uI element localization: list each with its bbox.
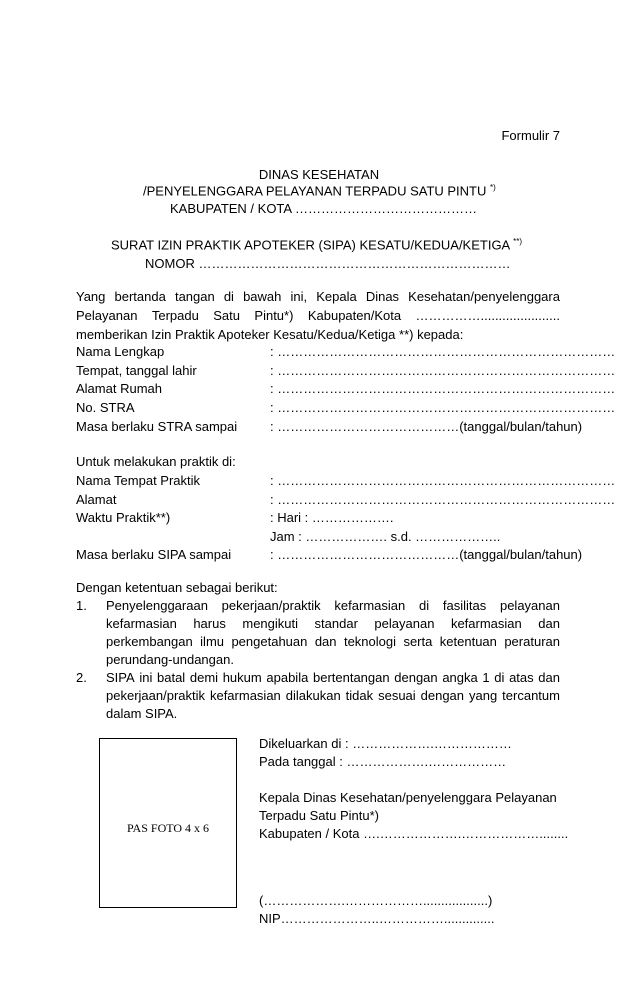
condition-word: dengan: [394, 670, 438, 685]
conditions-heading: Dengan ketentuan sebagai berikut:: [76, 580, 278, 595]
official-title-line-1: Kepala Dinas Kesehatan/penyelenggara Pelayanan: [259, 790, 557, 805]
condition-word: mengikuti: [242, 616, 299, 631]
intro-word: Dinas: [365, 289, 400, 304]
agency-alt-mark: *): [490, 183, 496, 192]
condition-word: perkembangan: [106, 634, 193, 649]
condition-word: bertentangan: [312, 670, 390, 685]
condition-word: SIPA: [106, 670, 135, 685]
condition-word: ilmu: [200, 634, 225, 649]
field-value: : ……………………………………(tanggal/bulan/tahun): [270, 547, 583, 562]
condition-word: di: [494, 670, 505, 685]
field-value: Jam : ………………. s.d. ………………..: [270, 529, 501, 544]
condition-word: dan: [538, 670, 560, 685]
condition-word: batal: [157, 670, 186, 685]
condition-word: demi: [189, 670, 219, 685]
condition-word: yang: [469, 688, 498, 703]
intro-word: Kepala: [316, 289, 357, 304]
agency-name: DINAS KESEHATAN: [258, 167, 380, 182]
field-value: : ……………………………………………………………………: [270, 344, 616, 359]
condition-word: pekerjaan/praktik: [221, 598, 321, 613]
condition-word: hukum: [222, 670, 262, 685]
condition-word: kefarmasian: [106, 616, 177, 631]
condition-1-line-2: [106, 616, 560, 631]
field-value: : ……………………………………………………………………: [270, 492, 616, 507]
condition-1-line-3: [106, 634, 560, 649]
condition-word: pekerjaan/praktik: [106, 688, 205, 703]
condition-word: pelayanan: [499, 598, 560, 613]
field-value: : ……………………………………………………………………: [270, 381, 616, 396]
condition-word: Penyelenggaraan: [106, 598, 208, 613]
document-title-text: SURAT IZIN PRAKTIK APOTEKER (SIPA) KESATU/KEDUA/KETIGA: [111, 237, 510, 253]
condition-word: tidak: [345, 688, 374, 703]
field-label: Waktu Praktik**): [76, 510, 171, 525]
condition-number: 2.: [76, 670, 87, 685]
field-label: No. STRA: [76, 400, 135, 415]
condition-word: standar: [314, 616, 358, 631]
field-value: : ……………………………………………………………………: [270, 400, 616, 415]
form-label: Formulir 7: [501, 128, 560, 143]
signatory-name: (……………….………………..................): [259, 893, 493, 908]
practice-intro: Untuk melakukan praktik di:: [76, 454, 236, 469]
condition-2-line-1: [106, 670, 560, 685]
condition-word: 1: [482, 670, 490, 685]
field-label: Alamat: [76, 492, 117, 507]
condition-word: atas: [509, 670, 534, 685]
intro-line-1: [76, 289, 560, 304]
field-label: Nama Tempat Praktik: [76, 473, 201, 488]
field-value: : ……………………………………(tanggal/bulan/tahun): [270, 419, 583, 434]
condition-word: pelayanan: [374, 616, 435, 631]
field-label: Tempat, tanggal lahir: [76, 363, 197, 378]
condition-number: 1.: [76, 598, 87, 613]
intro-word: Terpadu: [151, 308, 199, 323]
document-number: NOMOR ………………………………………………………………: [145, 256, 511, 271]
field-value: : ……………………………………………………………………: [270, 363, 616, 378]
intro-word: Kesehatan/penyelenggara: [408, 289, 560, 304]
intro-word: ini,: [290, 289, 308, 304]
condition-word: di: [418, 598, 430, 613]
field-label: Nama Lengkap: [76, 344, 165, 359]
field-label: Masa berlaku STRA sampai: [76, 419, 238, 434]
intro-word: Pintu*): [254, 308, 294, 323]
condition-word: kefarmasian: [334, 598, 406, 613]
condition-word: ketentuan: [439, 634, 497, 649]
region-line: KABUPATEN / KOTA ……………………………………: [170, 201, 477, 216]
condition-2-line-3: dalam SIPA.: [106, 706, 178, 721]
field-label: Masa berlaku SIPA sampai: [76, 547, 232, 562]
intro-word: Kabupaten/Kota: [307, 308, 402, 323]
condition-word: apabila: [266, 670, 309, 685]
intro-word: Yang: [76, 289, 106, 304]
condition-word: sesuai: [378, 688, 416, 703]
photo-label: PAS FOTO 4 x 6: [126, 821, 210, 835]
intro-word: di: [223, 289, 234, 304]
official-title-line-3: Kabupaten / Kota ….……………….………………........: [259, 826, 569, 841]
agency-alt: [143, 183, 496, 198]
condition-word: angka: [442, 670, 478, 685]
condition-word: kefarmasian: [209, 688, 281, 703]
condition-word: dengan: [420, 688, 465, 703]
field-label: Alamat Rumah: [76, 381, 162, 396]
intro-line-3: memberikan Izin Praktik Apoteker Kesatu/Kedua/Ketiga **) kepada:: [76, 327, 464, 342]
field-value: : ……………………………………………………………………: [270, 473, 616, 488]
condition-1-line-1: [106, 598, 560, 613]
agency-alt-text: /PENYELENGGARA PELAYANAN TERPADU SATU PINTU: [143, 183, 487, 199]
intro-word: Pelayanan: [76, 308, 138, 323]
condition-word: harus: [193, 616, 226, 631]
condition-word: dan: [538, 616, 560, 631]
issued-at: Dikeluarkan di : ……………….………………: [259, 736, 512, 751]
condition-word: kefarmasian: [450, 616, 522, 631]
condition-word: teknologi: [343, 634, 396, 649]
official-title-line-2: Terpadu Satu Pintu*): [259, 808, 379, 823]
condition-word: fasilitas: [442, 598, 487, 613]
intro-word: bawah: [243, 289, 282, 304]
document-title: [111, 237, 522, 252]
condition-word: dan: [314, 634, 337, 649]
intro-line-2: [76, 308, 560, 323]
signatory-nip: NIP…………………..……………..............: [259, 911, 495, 926]
condition-word: tercantum: [502, 688, 560, 703]
intro-word: Satu: [213, 308, 240, 323]
condition-word: peraturan: [504, 634, 560, 649]
condition-word: ini: [139, 670, 153, 685]
intro-word: bertanda: [114, 289, 166, 304]
condition-1-line-4: perundang-undangan.: [106, 652, 234, 667]
photo-box: [99, 738, 237, 908]
document-title-mark: **): [513, 237, 523, 246]
intro-word: ……………......................: [415, 308, 560, 323]
issued-date: Pada tanggal : ……………….………………: [259, 754, 507, 769]
field-value: : Hari : ……………….: [270, 510, 394, 525]
condition-word: pengetahuan: [231, 634, 308, 649]
condition-word: dilakukan: [285, 688, 341, 703]
condition-2-line-2: [106, 688, 560, 703]
condition-word: serta: [403, 634, 433, 649]
intro-word: tangan: [174, 289, 215, 304]
